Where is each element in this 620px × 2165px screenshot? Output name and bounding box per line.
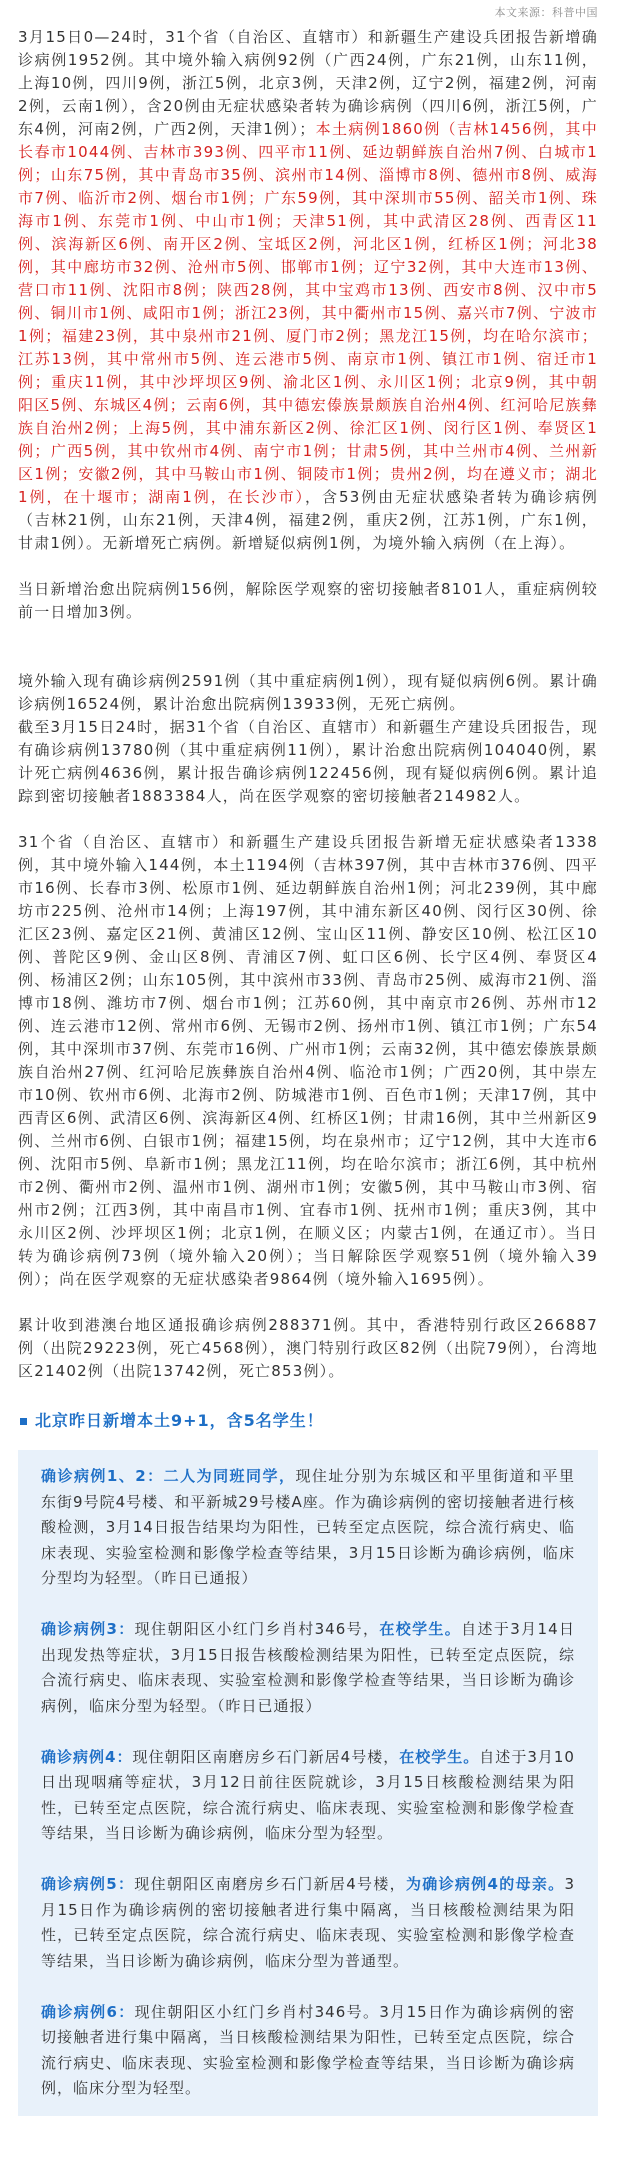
case-label: 确诊病例5：	[41, 1875, 135, 1893]
case-text: 现住址分别为东城区和平里街道和平里东街9号院4号楼、和平新城29号楼A座。作为确诊病例的密切接触者进行核酸检测，3月14日报告结果均为阳性，已转至定点医院，综合流行病史、临床表现、实验室检测和影像学检查等结果，3月15日诊断为确诊病例，临床分型均为轻型。（昨日已通报）	[41, 1467, 575, 1587]
case-text: 现住朝阳区南磨房乡石门新居4号楼，	[134, 1875, 406, 1893]
beijing-cases-box	[18, 1450, 598, 2116]
case-text: 现住朝阳区小红门乡肖村346号。3月15日作为确诊病例的密切接触者进行集中隔离，当日核酸检测结果为阳性，已转至定点医院，综合流行病史、临床表现、实验室检测和影像学检查等结果，当日诊断为确诊病例，临床分型为轻型。	[41, 2002, 575, 2097]
hk-mo-tw-paragraph: 累计收到港澳台地区通报确诊病例288371例。其中，香港特别行政区266887例（出院29223例，死亡4568例），澳门特别行政区82例（出院79例），台湾地区21402例（出院13742例，死亡853例）。	[18, 1316, 598, 1380]
case-label: 确诊病例3：	[41, 1620, 135, 1638]
asymptomatic-paragraph: 31个省（自治区、直辖市）和新疆生产建设兵团报告新增无症状感染者1338例，其中境外输入144例，本土1194例（吉林397例，其中吉林市376例、四平市16例、长春市3例、松原市1例、延边朝鲜族自治州1例；河北239例，其中廊坊市225例、沧州市14例；上海197例，其中浦东新区40例、闵行区30例、徐汇区23例、嘉定区21例、黄浦区12例、宝山区11例、静安区10例、松江区10例、普陀区9例、金山区8例、青浦区7例、虹口区6例、长宁区4例、奉贤区4例、杨浦区2例；山东105例，其中滨州市33例、青岛市25例、威海市21例、淄博市18例、潍坊市7例、烟台市1例；江苏60例，其中南京市26例、苏州市12例、连云港市12例、常州市6例、无锡市2例、扬州市1例、镇江市1例；广东54例，其中深圳市37例、东莞市16例、广州市1例；云南32例，其中德宏傣族景颇族自治州27例、红河哈尼族彝族自治州4例、临沧市1例；广西20例，其中崇左市10例、钦州市6例、北海市2例、防城港市1例、百色市1例；天津17例，其中西青区6例、武清区6例、滨海新区4例、红桥区1例；甘肃16例，其中兰州新区9例、兰州市6例、白银市1例；福建15例，均在泉州市；辽宁12例，其中大连市6例、沈阳市5例、阜新市1例；黑龙江11例，均在哈尔滨市；浙江6例，其中杭州市2例、衢州市2例、温州市1例、湖州市1例；安徽5例，其中马鞍山市3例、宿州市2例；江西3例，其中南昌市1例、宜春市1例、抚州市1例；重庆3例，其中永川区2例、沙坪坝区1例；北京1例，在顺义区；内蒙古1例，在通辽市）。当日转为确诊病例73例（境外输入20例）；当日解除医学观察51例（境外输入39例）；尚在医学观察的无症状感染者9864例（境外输入1695例）。	[18, 833, 598, 1288]
case-label: 确诊病例6：	[41, 2002, 135, 2021]
cumulative-summary-paragraph: 截至3月15日24时，据31个省（自治区、直辖市）和新疆生产建设兵团报告，现有确诊病例13780例（其中重症病例11例），累计治愈出院病例104040例，累计死亡病例4636例，累计报告确诊病例122456例，现有疑似病例6例。累计追踪到密切接触者1883384人，尚在医学观察的密切接触者214982人。	[18, 718, 598, 805]
recovered-paragraph: 当日新增治愈出院病例156例，解除医学观察的密切接触者8101人，重症病例较前一日增加3例。	[18, 580, 598, 621]
national-new-cases-intro: 3月15日0—24时，31个省（自治区、直辖市）和新疆生产建设兵团报告新增确诊病例1952例。其中境外输入病例92例（广西24例，广东21例，山东11例，上海10例，四川9例，浙江5例，北京3例，天津2例，辽宁2例，福建2例，河南2例，云南1例），含20例由无症状感染者转为确诊病例（四川6例，浙江5例，广东4例，河南2例，广西2例，天津1例）；	[18, 28, 598, 138]
beijing-heading-text: 北京昨日新增本土9+1，含5名学生！	[35, 1411, 324, 1430]
imported-summary-paragraph: 境外输入现有确诊病例2591例（其中重症病例1例），现有疑似病例6例。累计确诊病例16524例，累计治愈出院病例13933例，无死亡病例。	[18, 672, 598, 713]
national-new-cases-outro: ，含53例由无症状感染者转为确诊病例（吉林21例，山东21例，天津4例，福建2例，重庆2例，江苏1例，广东1例，甘肃1例）。无新增死亡病例。新增疑似病例1例，为境外输入病例（在上海）。	[18, 488, 598, 552]
case-highlight: 二人为同班同学，	[163, 1467, 296, 1485]
case-label: 确诊病例1、2：	[41, 1467, 164, 1485]
beijing-section-heading	[18, 1406, 598, 1436]
case-text: 自述于3月14日出现发热等症状，3月15日报告核酸检测结果为阳性，已转至定点医院，综合流行病史、临床表现、实验室检测和影像学检查等结果，当日诊断为确诊病例，临床分型为轻型。（昨日已通报）	[41, 1620, 575, 1715]
case-label: 确诊病例4：	[41, 1747, 133, 1766]
case-text: 现住朝阳区小红门乡肖村346号，	[134, 1620, 380, 1638]
case-paragraph-1-2	[41, 1464, 575, 1592]
source-credit: 本文来源：科普中国	[494, 6, 598, 19]
case-paragraph-3	[41, 1617, 575, 1719]
case-highlight: 在校学生。	[379, 1620, 462, 1638]
national-new-cases-paragraph	[18, 26, 598, 555]
case-paragraph-5	[41, 1872, 575, 1974]
case-paragraph-6	[41, 2000, 575, 2102]
case-paragraph-4	[41, 1745, 575, 1847]
case-highlight: 在校学生。	[399, 1747, 480, 1766]
local-cases-highlight: 本土病例1860例（吉林1456例，其中长春市1044例、吉林市393例、四平市11例、延边朝鲜族自治州7例、白城市1例；山东75例，其中青岛市35例、滨州市14例、淄博市8例、德州市8例、威海市7例、临沂市2例、烟台市1例；广东59例，其中深圳市55例、韶关市1例、珠海市1例、东莞市1例、中山市1例；天津51例，其中武清区28例、西青区11例、滨海新区6例、南开区2例、宝坻区2例，河北区1例，红桥区1例；河北38例，其中廊坊市32例、沧州市5例、邯郸市1例；辽宁32例，其中大连市13例、营口市11例、沈阳市8例；陕西28例，其中宝鸡市13例、西安市8例、汉中市5例、铜川市1例、咸阳市1例；浙江23例，其中衢州市15例、嘉兴市7例、宁波市1例；福建23例，其中泉州市21例、厦门市2例；黑龙江15例，均在哈尔滨市；江苏13例，其中常州市5例、连云港市5例、南京市1例、镇江市1例、宿迁市1例；重庆11例，其中沙坪坝区9例、渝北区1例、永川区1例；北京9例，其中朝阳区5例、东城区4例；云南6例，其中德宏傣族景颇族自治州4例、红河哈尼族彝族自治州2例；上海5例，其中浦东新区2例、徐汇区1例、闵行区1例、奉贤区1例；广西5例，其中钦州市4例、南宁市1例；甘肃5例，其中兰州市4例、兰州新区1例；安徽2例，其中马鞍山市1例、铜陵市1例；贵州2例，均在遵义市；湖北1例，在十堰市；湖南1例，在长沙市）	[18, 120, 598, 506]
case-highlight: 为确诊病例4的母亲。	[405, 1875, 565, 1893]
case-text: 现住朝阳区南磨房乡石门新居4号楼，	[132, 1747, 400, 1766]
case-text: 自述于3月10日出现咽痛等症状，3月12日前往医院就诊，3月15日核酸检测结果为阳性，已转至定点医院，综合流行病史、临床表现、实验室检测和影像学检查等结果，当日诊断为确诊病例，临床分型为轻型。	[41, 1747, 575, 1842]
case-text: 3月15日作为确诊病例的密切接触者进行集中隔离，当日核酸检测结果为阳性，已转至定点医院，综合流行病史、临床表现、实验室检测和影像学检查等结果，当日诊断为确诊病例，临床分型为普通型。	[41, 1875, 575, 1970]
square-bullet-icon	[20, 1418, 27, 1425]
